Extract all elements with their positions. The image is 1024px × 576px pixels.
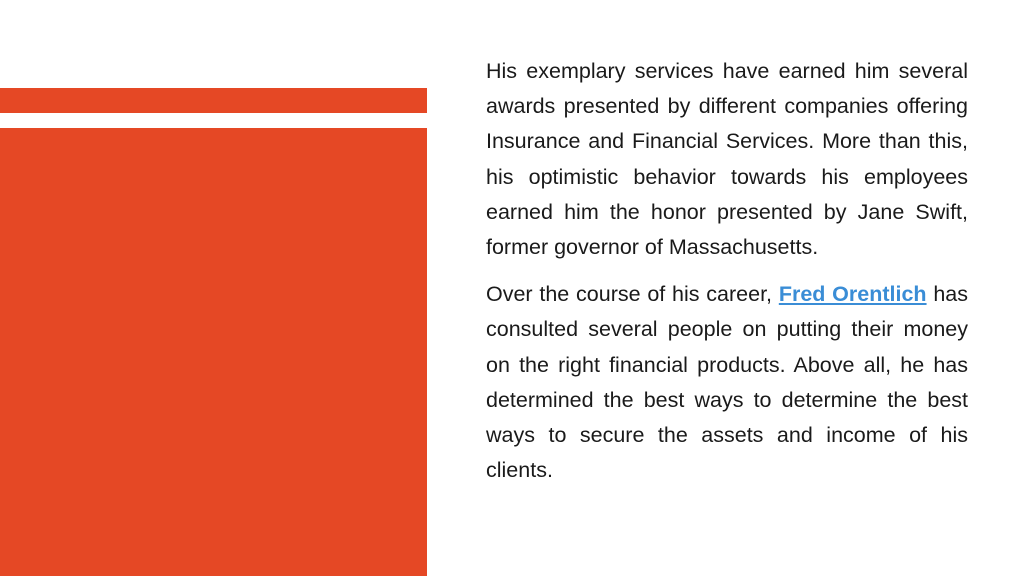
paragraph-career-intro: Over the course of his career, <box>486 282 779 307</box>
accent-bar <box>0 88 427 113</box>
paragraph-career-body: has consulted several people on putting their money on the right financial products. Above all, he has determined the best ways to determine the best ways to secure the assets and income of his clients. <box>486 282 969 483</box>
accent-block <box>0 128 427 576</box>
fred-orentlich-link[interactable]: Fred Orentlich <box>778 282 927 307</box>
paragraph-awards: His exemplary services have earned him several awards presented by different companies offering Insurance and Financial Services. More than this, his optimistic behavior towards his employees earned him the honor presented by Jane Swift, former governor of Massachusetts. <box>486 59 968 260</box>
paragraph-career <box>486 277 968 488</box>
text-content <box>486 54 968 500</box>
